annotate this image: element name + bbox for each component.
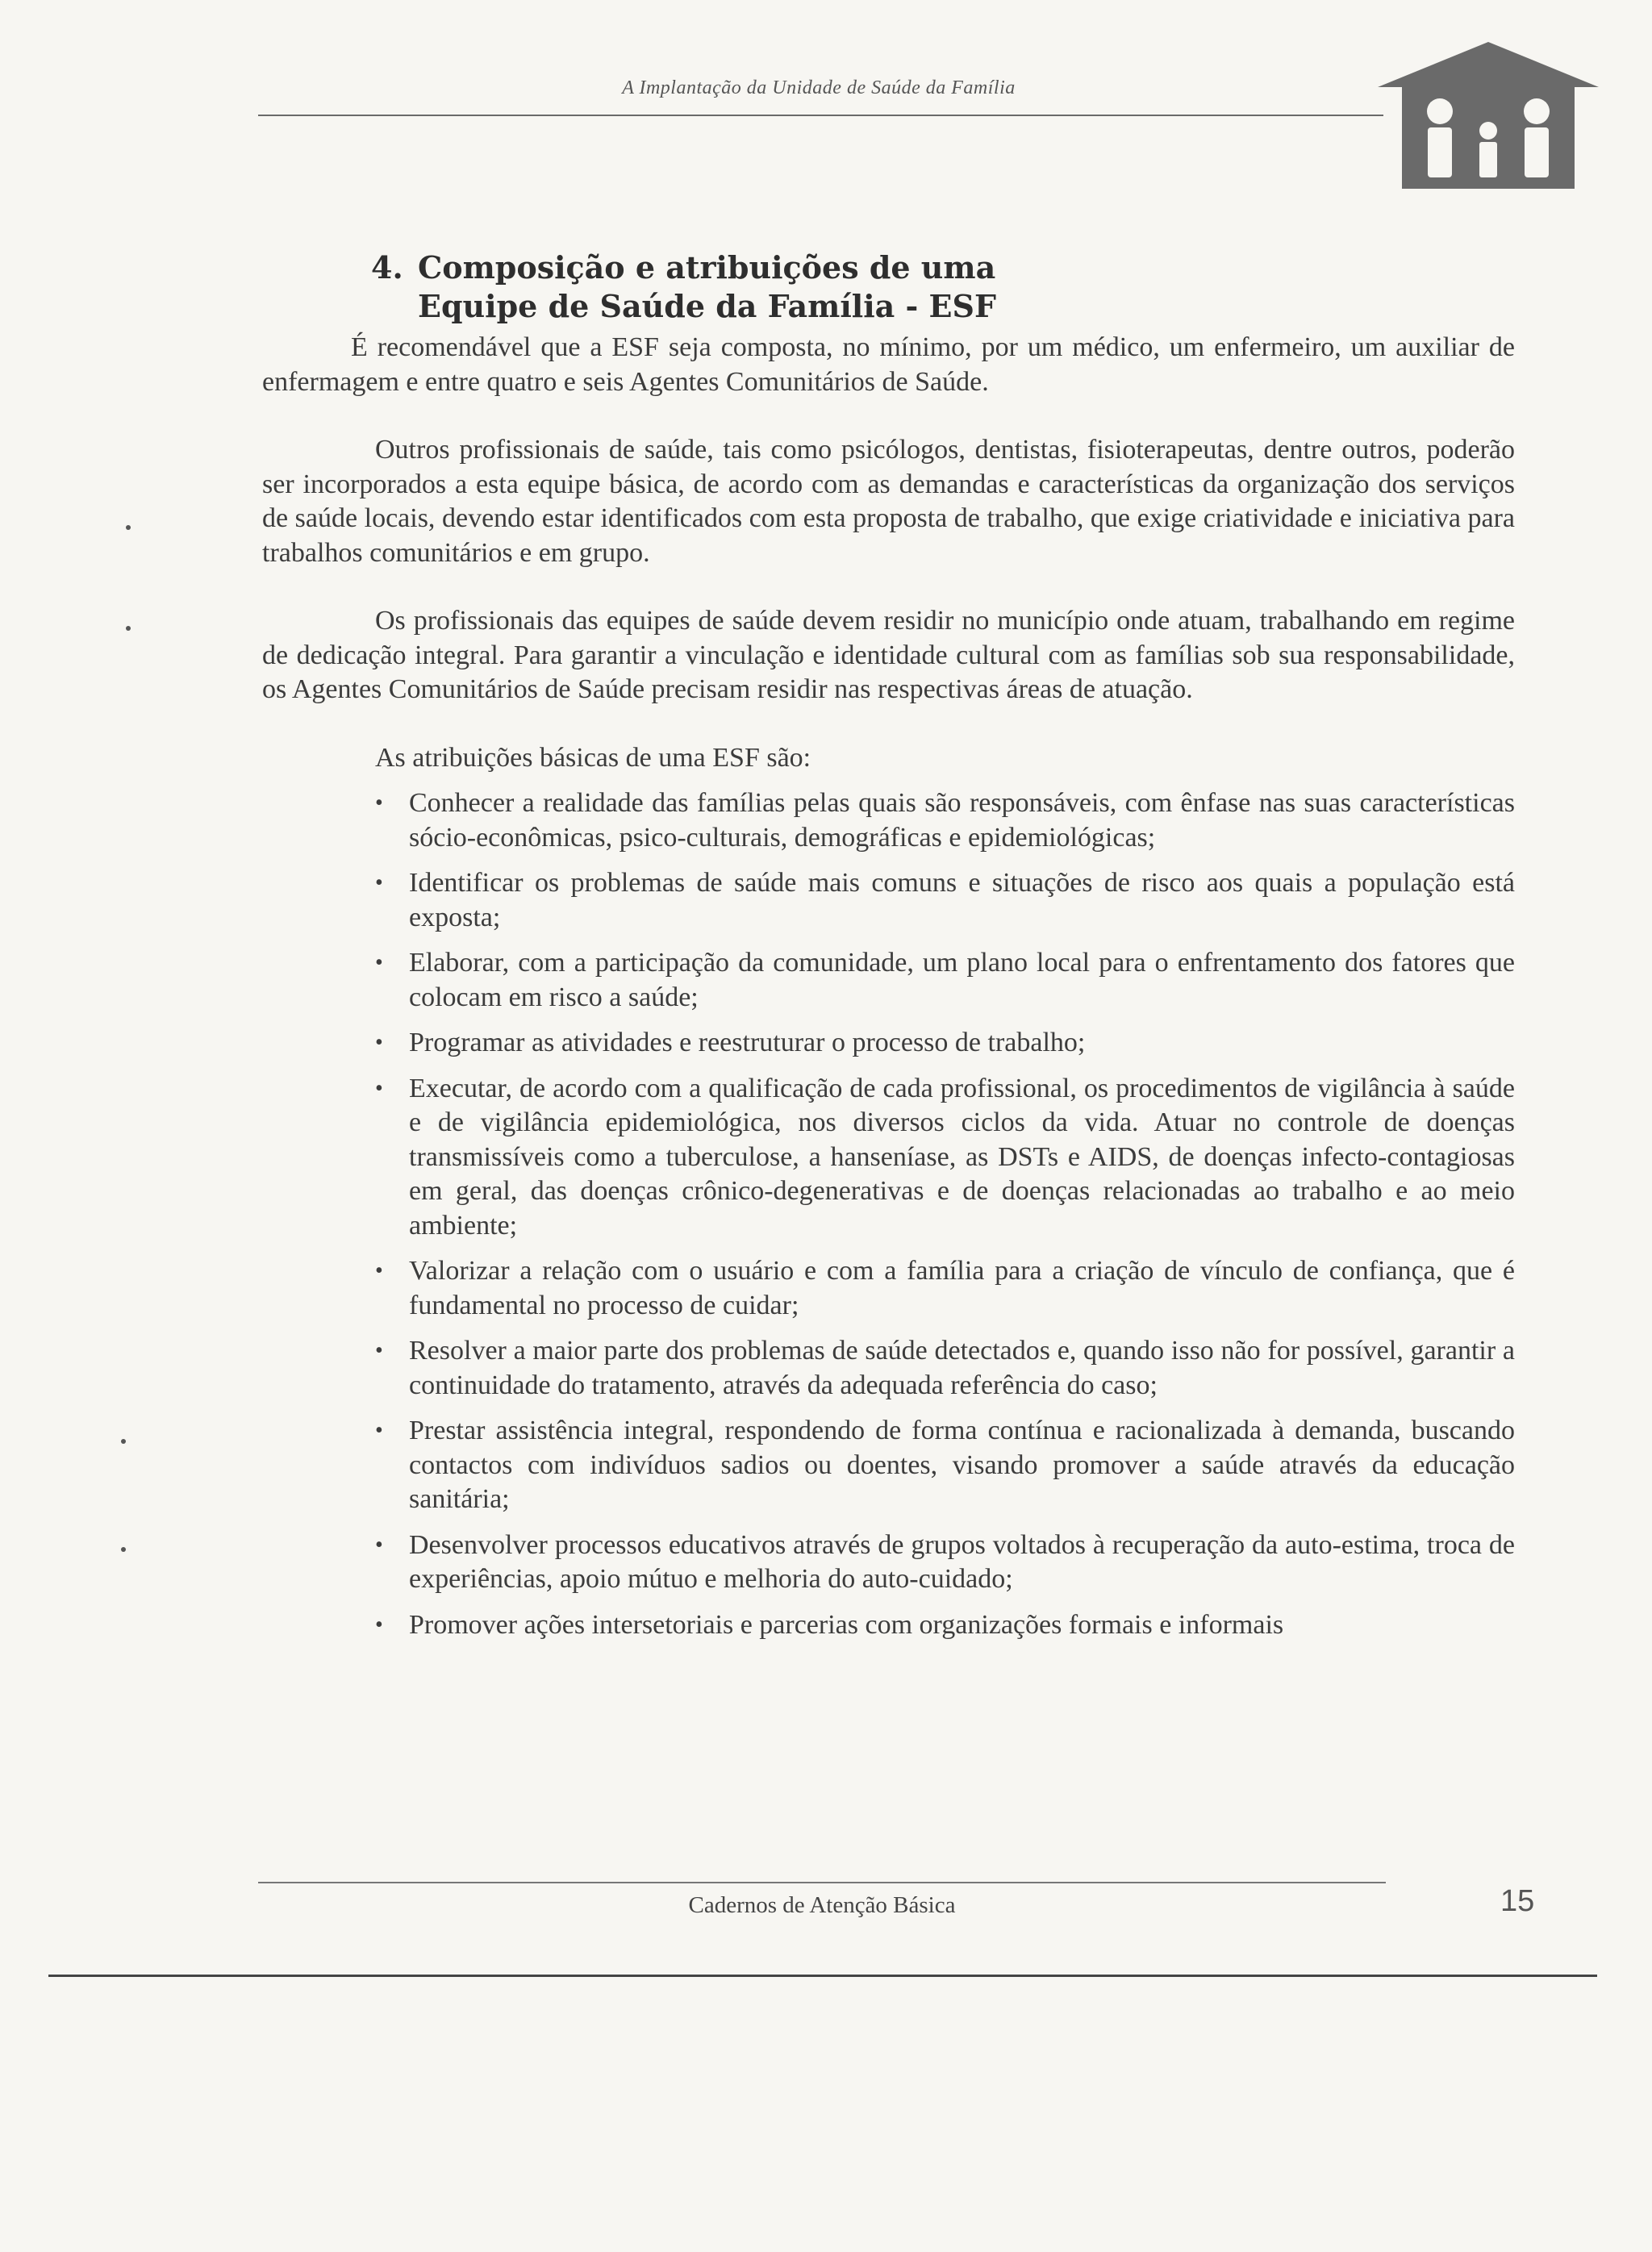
list-item-text: Programar as atividades e reestruturar o processo de trabalho;: [409, 1028, 1086, 1057]
list-item: [262, 1334, 1515, 1403]
list-item-text: Conhecer a realidade das famílias pelas quais são responsáveis, com ênfase nas suas características sócio-econômicas, psico-culturais, demográficas e epidemiológicas;: [409, 788, 1515, 853]
list-item: [262, 1528, 1515, 1597]
list-item: [262, 786, 1515, 855]
family-house-icon: [1371, 40, 1605, 194]
document-body: [262, 331, 1515, 1654]
running-header: A Implantação da Unidade de Saúde da Família: [622, 77, 1016, 98]
bullet-dot-icon: •: [375, 950, 383, 975]
header-rule: [258, 115, 1383, 116]
list-item: [262, 1414, 1515, 1517]
paragraph: Os profissionais das equipes de saúde devem residir no município onde atuam, trabalhando em regime de dedicação integral. Para garantir a vinculação e identidade cultural com as famílias sob sua responsabilidade, os Agentes Comunitários de Saúde precisam residir nas respectivas áreas de atuação.: [262, 606, 1515, 704]
section-number: 4.: [371, 249, 403, 286]
paragraph: Outros profissionais de saúde, tais como psicólogos, dentistas, fisioterapeutas, dentre outros, poderão ser incorporados a esta equipe básica, de acordo com as demandas e características da organização dos serviços de saúde locais, devendo estar identificados com esta proposta de trabalho, que exige criatividade e iniciativa para trabalhos comunitários e em grupo.: [262, 435, 1515, 568]
paragraph: É recomendável que a ESF seja composta, no mínimo, por um médico, um enfermeiro, um auxiliar de enfermagem e entre quatro e seis Agentes Comunitários de Saúde.: [262, 332, 1515, 397]
list-item: [262, 946, 1515, 1015]
list-item-text: Identificar os problemas de saúde mais comuns e situações de risco aos quais a população está exposta;: [409, 868, 1515, 932]
list-item: [262, 866, 1515, 935]
bullet-dot-icon: •: [375, 1075, 383, 1101]
bullet-dot-icon: •: [375, 1418, 383, 1443]
list-item-text: Resolver a maior parte dos problemas de saúde detectados e, quando isso não for possível, garantir a continuidade do tratamento, através da adequada referência do caso;: [409, 1336, 1515, 1400]
list-item: [262, 1254, 1515, 1323]
footer-publication: Cadernos de Atenção Básica: [688, 1892, 956, 1918]
footer-rule: [258, 1882, 1386, 1883]
section-title-line2: Equipe de Saúde da Família - ESF: [418, 288, 996, 324]
bullet-dot-icon: •: [375, 870, 383, 895]
list-item-text: Desenvolver processos educativos através de grupos voltados à recuperação da auto-estima, troca de experiências, apoio mútuo e melhoria do auto-cuidado;: [409, 1529, 1515, 1594]
bullet-dot-icon: •: [375, 1258, 383, 1283]
margin-dot-mark: [126, 525, 131, 530]
list-item: [262, 1072, 1515, 1244]
margin-dot-mark: [121, 1547, 126, 1552]
bullet-dot-icon: •: [375, 790, 383, 815]
duties-list: [262, 786, 1515, 1642]
margin-dot-mark: [126, 626, 131, 631]
list-item-text: Valorizar a relação com o usuário e com a família para a criação de vínculo de confiança, que é fundamental no processo de cuidar;: [409, 1256, 1515, 1320]
list-item-text: Prestar assistência integral, respondendo de forma contínua e racionalizada à demanda, buscando contactos com indivíduos sadios ou doentes, visando promover a saúde através da educação sanitária;: [409, 1416, 1515, 1514]
scan-edge-rule: [48, 1975, 1597, 1977]
bullet-dot-icon: •: [375, 1338, 383, 1363]
list-item-text: Promover ações intersetoriais e parcerias com organizações formais e informais: [409, 1609, 1284, 1640]
bullet-dot-icon: •: [375, 1532, 383, 1558]
bullet-dot-icon: •: [375, 1612, 383, 1637]
page-number: 15: [1500, 1884, 1535, 1918]
list-item-text: Elaborar, com a participação da comunidade, um plano local para o enfrentamento dos fatores que colocam em risco a saúde;: [409, 948, 1515, 1012]
list-item-text: Executar, de acordo com a qualificação de cada profissional, os procedimentos de vigilância à saúde e de vigilância epidemiológica, nos diversos ciclos da vida. Atuar no controle de doenças transmissíveis como a tuberculose, a hanseníase, as DSTs e AIDS, de doenças infecto-contagiosas em geral, das doenças crônico-degenerativas e de doenças relacionadas ao trabalho e ao meio ambiente;: [409, 1073, 1515, 1241]
section-title-line1: Composição e atribuições de uma: [418, 249, 996, 286]
bullet-dot-icon: •: [375, 1030, 383, 1055]
section-title: [371, 248, 1420, 326]
margin-dot-mark: [121, 1439, 126, 1444]
list-item: [262, 1026, 1515, 1061]
duties-intro: As atribuições básicas de uma ESF são:: [375, 742, 811, 773]
list-item: [262, 1608, 1515, 1643]
